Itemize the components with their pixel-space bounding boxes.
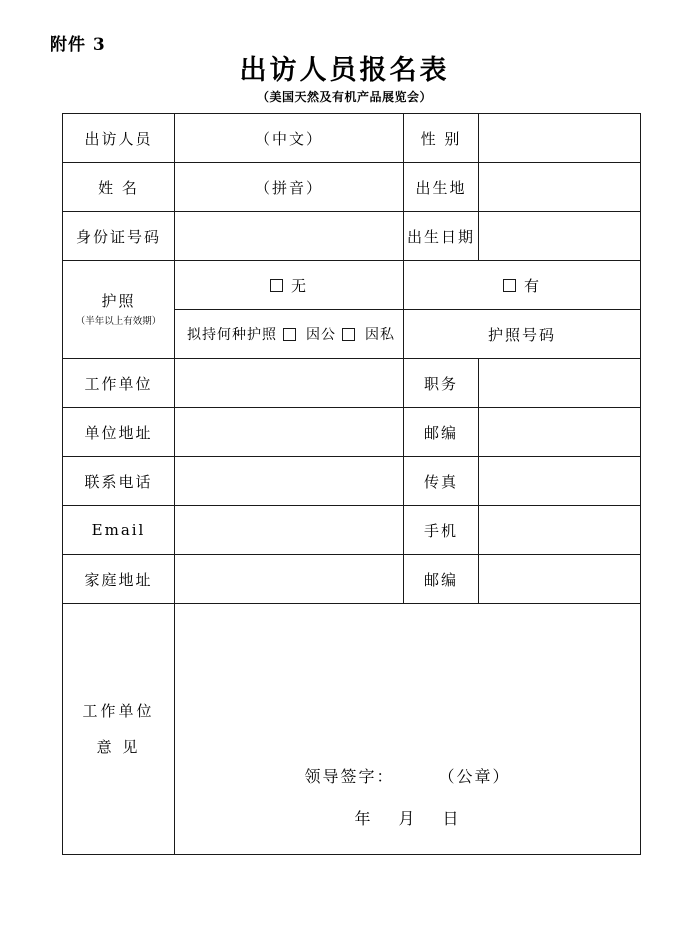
value-birthplace[interactable] [479, 163, 641, 212]
label-id-number: 身份证号码 [63, 212, 175, 261]
date-month-label: 月 [398, 809, 417, 828]
passport-have-label: 有 [523, 276, 541, 295]
label-unit-address: 单位地址 [63, 408, 175, 457]
passport-none-label: 无 [290, 276, 308, 295]
checkbox-icon[interactable] [503, 279, 516, 292]
label-passport-text: 护照 [101, 291, 136, 310]
unit-opinion-area[interactable] [175, 604, 641, 855]
attachment-label: 附件 3 [50, 35, 106, 55]
label-birthplace: 出生地 [404, 163, 479, 212]
passport-intent-label: 拟持何种护照 [187, 327, 277, 343]
table-row [63, 604, 641, 855]
table-row [63, 359, 641, 408]
value-mobile[interactable] [479, 506, 641, 555]
passport-none-option[interactable] [175, 261, 404, 310]
table-row [63, 408, 641, 457]
label-birthdate: 出生日期 [404, 212, 479, 261]
label-gender: 性 别 [404, 114, 479, 163]
label-email: Email [63, 506, 175, 555]
checkbox-icon[interactable] [283, 328, 296, 341]
value-gender[interactable] [479, 114, 641, 163]
date-line [175, 806, 640, 829]
signature-label: 领导签字： [304, 767, 395, 786]
value-email[interactable] [175, 506, 404, 555]
label-passport [63, 261, 175, 359]
value-id-number[interactable] [175, 212, 404, 261]
checkbox-icon[interactable] [270, 279, 283, 292]
label-unit-postcode: 邮编 [404, 408, 479, 457]
value-birthdate[interactable] [479, 212, 641, 261]
label-home-postcode: 邮编 [404, 555, 479, 604]
page-subtitle: （美国天然及有机产品展览会） [256, 90, 432, 104]
value-pinyin-name[interactable]: （拼音） [175, 163, 404, 212]
value-unit-postcode[interactable] [479, 408, 641, 457]
value-unit-address[interactable] [175, 408, 404, 457]
label-fax: 传真 [404, 457, 479, 506]
passport-number-cell[interactable] [404, 310, 641, 359]
table-row [63, 212, 641, 261]
date-day-label: 日 [442, 809, 461, 828]
table-row [63, 506, 641, 555]
value-home-postcode[interactable] [479, 555, 641, 604]
label-unit-opinion-line1: 工作单位 [82, 702, 155, 720]
page-title: 出访人员报名表 [239, 55, 450, 86]
value-work-unit[interactable] [175, 359, 404, 408]
label-position: 职务 [404, 359, 479, 408]
label-unit-opinion-line2: 意 见 [96, 738, 141, 756]
passport-type-cell[interactable] [175, 310, 404, 359]
seal-label: （公章） [438, 767, 511, 786]
value-home-address[interactable] [175, 555, 404, 604]
signature-line [175, 764, 640, 787]
label-visitor-name-1: 出访人员 [63, 114, 175, 163]
label-visitor-name-2: 姓 名 [63, 163, 175, 212]
passport-private-label: 因私 [365, 327, 395, 343]
table-row [63, 457, 641, 506]
value-chinese-name[interactable]: （中文） [175, 114, 404, 163]
value-fax[interactable] [479, 457, 641, 506]
date-year-label: 年 [354, 809, 373, 828]
table-row [63, 114, 641, 163]
label-mobile: 手机 [404, 506, 479, 555]
checkbox-icon[interactable] [342, 328, 355, 341]
passport-have-option[interactable] [404, 261, 641, 310]
registration-form-table [62, 113, 641, 855]
table-row [63, 163, 641, 212]
label-home-address: 家庭地址 [63, 555, 175, 604]
label-unit-opinion [63, 604, 175, 855]
value-position[interactable] [479, 359, 641, 408]
label-work-unit: 工作单位 [63, 359, 175, 408]
passport-number-label: 护照号码 [487, 325, 556, 344]
label-phone: 联系电话 [63, 457, 175, 506]
table-row [63, 555, 641, 604]
value-phone[interactable] [175, 457, 404, 506]
passport-public-label: 因公 [306, 327, 336, 343]
label-passport-note: （半年以上有效期） [75, 316, 162, 328]
table-row [63, 261, 641, 310]
